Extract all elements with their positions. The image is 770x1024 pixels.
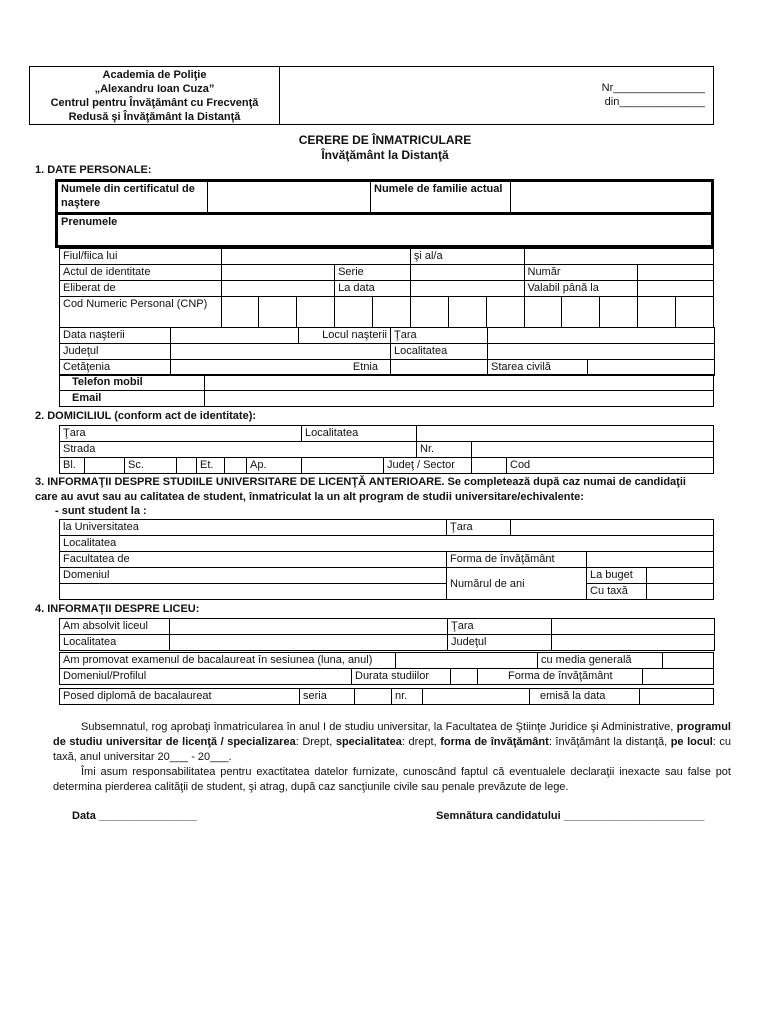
header-box <box>29 66 714 125</box>
bac-table <box>59 652 714 669</box>
diploma-nr-label: nr. <box>392 689 423 705</box>
district-label: Judeţ / Sector <box>384 458 472 474</box>
birth-place-label: Locul naşterii <box>299 328 391 344</box>
citizenship-label: Cetăţenia <box>60 360 171 376</box>
highschool-locality-input[interactable] <box>170 635 448 651</box>
declaration-text: : drept, <box>401 736 441 748</box>
registration-number: Nr_______________ <box>601 82 705 94</box>
email-input[interactable] <box>205 391 714 407</box>
floor-input[interactable] <box>225 458 247 474</box>
names-table <box>55 179 714 248</box>
page-subtitle: Învăţământ la Distanţă <box>321 148 449 162</box>
faculty-label: Facultatea de <box>63 553 130 565</box>
highschool-locality-label: Localitatea <box>60 635 170 651</box>
cnp-digit[interactable] <box>638 297 676 328</box>
average-input[interactable] <box>663 653 714 669</box>
postal-code-label: Cod <box>510 459 531 471</box>
marital-status-label: Starea civilă <box>488 360 588 376</box>
birth-name-label: Numele din certificatul de naştere <box>57 181 208 214</box>
diploma-nr-input[interactable] <box>423 689 530 705</box>
county-input[interactable] <box>171 344 391 360</box>
bac-session-input[interactable] <box>396 653 538 669</box>
registration-date: din______________ <box>604 96 705 108</box>
birth-name-input[interactable] <box>208 181 371 214</box>
institution-line: Centrul pentru Învăţământ cu Frecvenţă <box>50 97 259 109</box>
declaration-text: : Drept, <box>295 736 336 748</box>
hs-form-input[interactable] <box>643 669 714 685</box>
birth-date-input[interactable] <box>171 328 299 344</box>
cnp-digit[interactable] <box>562 297 600 328</box>
issue-date-input[interactable] <box>410 281 524 297</box>
cnp-digit[interactable] <box>600 297 638 328</box>
county-label: Judeţul <box>60 344 171 360</box>
cnp-digit[interactable] <box>410 297 448 328</box>
valid-until-input[interactable] <box>638 281 714 297</box>
id-doc-input[interactable] <box>221 265 335 281</box>
block-label: Bl. <box>60 458 85 474</box>
ethnicity-label: Etnia <box>171 360 391 376</box>
cnp-digit[interactable] <box>335 297 373 328</box>
section-3-title-cont: care au avut sau au calitatea de student, înmatriculat la un alt program de studii universitare/echivalente: <box>35 491 584 503</box>
budget-checkbox[interactable] <box>647 568 714 584</box>
declaration-place: pe locul <box>670 736 713 748</box>
university-country-label: Ţara <box>447 520 511 536</box>
university-label: la Universitatea <box>63 521 139 533</box>
birth-table <box>59 327 715 376</box>
declaration <box>53 720 731 795</box>
declaration-paragraph <box>53 720 731 765</box>
cnp-digit[interactable] <box>524 297 562 328</box>
issued-by-input[interactable] <box>221 281 335 297</box>
floor-label: Et. <box>197 458 225 474</box>
cnp-digit[interactable] <box>675 297 713 328</box>
cnp-digit[interactable] <box>221 297 259 328</box>
address-country-label: Ţara <box>63 427 86 439</box>
fee-option[interactable]: Cu taxă <box>587 584 647 600</box>
street-label: Strada <box>63 443 96 455</box>
highschool-table <box>59 618 715 651</box>
section-4-title: 4. INFORMAŢII DESPRE LICEU: <box>35 603 200 615</box>
highschool-county-label: Judeţul <box>448 635 552 651</box>
birth-country-input[interactable] <box>488 328 715 344</box>
diploma-series-input[interactable] <box>355 689 392 705</box>
hs-form-label: Forma de învăţământ <box>478 669 643 685</box>
address-country-field[interactable] <box>60 426 302 442</box>
cnp-digit[interactable] <box>486 297 524 328</box>
institution-line: Redusă şi Învăţământ la Distanţă <box>68 111 241 123</box>
average-label: cu media generală <box>538 653 663 669</box>
cnp-digit[interactable] <box>448 297 486 328</box>
family-name-label: Numele de familie actual <box>371 181 511 214</box>
fee-checkbox[interactable] <box>647 584 714 600</box>
valid-until-label: Valabil până la <box>524 281 638 297</box>
street-field[interactable] <box>60 442 417 458</box>
diploma-table <box>59 688 714 705</box>
declaration-form: forma de învăţământ <box>440 736 549 748</box>
candidate-signature-field[interactable]: Semnătura candidatului _______________________ <box>436 810 705 822</box>
institution-block <box>30 67 280 125</box>
family-name-input[interactable] <box>511 181 713 214</box>
section-3-subtitle: - sunt student la : <box>55 505 147 517</box>
block-input[interactable] <box>85 458 125 474</box>
stair-input[interactable] <box>177 458 197 474</box>
institution-line: Academia de Poliţie <box>102 69 207 81</box>
responsibility-paragraph: Îmi asum responsabilitatea pentru exactitatea datelor furnizate, cunoscând faptul că eventualele declaraţii inexacte sau false pot determina pierderea calităţii de student, şi atrag, după caz sancţiunile civile sau penale prevăzute de lege. <box>53 766 731 793</box>
profile-table <box>59 668 714 685</box>
series-input[interactable] <box>410 265 524 281</box>
university-country-input[interactable] <box>511 520 714 536</box>
phone-label: Telefon mobil <box>60 375 205 391</box>
domain-input[interactable] <box>60 584 447 600</box>
profile-field[interactable] <box>60 669 352 685</box>
locality-input[interactable] <box>488 344 715 360</box>
mother-input[interactable] <box>524 249 714 265</box>
address-table <box>59 425 714 474</box>
domain-label: Domeniul <box>63 569 110 581</box>
cnp-digit[interactable] <box>297 297 335 328</box>
street-nr-label: Nr. <box>417 442 472 458</box>
cnp-digit[interactable] <box>372 297 410 328</box>
diploma-date-input[interactable] <box>640 689 714 705</box>
years-label: Numărul de ani <box>447 568 587 600</box>
profile-label: Domeniul/Profilul <box>63 670 147 682</box>
section-3-title: 3. INFORMAŢII DESPRE STUDIILE UNIVERSITARE DE LICENŢĂ ANTERIOARE. Se completează după caz numai de candidaţii <box>35 476 686 488</box>
number-label: Număr <box>524 265 638 281</box>
diploma-series-label: seria <box>300 689 355 705</box>
father-input[interactable] <box>221 249 410 265</box>
personal-data-table <box>59 248 714 328</box>
cnp-label: Cod Numeric Personal (CNP) <box>60 297 222 328</box>
district-input[interactable] <box>472 458 507 474</box>
highschool-country-label: Ţara <box>448 619 552 635</box>
bac-session-label: Am promovat examenul de bacalaureat în sesiunea (luna, anul) <box>60 653 396 669</box>
page-title: CERERE DE ÎNMATRICULARE <box>298 133 472 147</box>
highschool-label: Am absolvit liceul <box>60 619 170 635</box>
section-1-title: 1. DATE PERSONALE: <box>35 164 152 176</box>
email-label: Email <box>60 391 205 407</box>
university-locality-field[interactable] <box>60 536 714 552</box>
faculty-field[interactable] <box>60 552 447 568</box>
birth-date-label: Data naşterii <box>60 328 171 344</box>
mother-label: şi al/a <box>410 249 524 265</box>
apartment-label: Ap. <box>247 458 302 474</box>
diploma-date-label: emisă la data <box>530 689 640 705</box>
declaration-text: Subsemnatul, rog aprobaţi înmatricularea în anul I de studiu universitar, la Facultatea de Ştiinţe Juridice şi Administrative, <box>81 721 677 733</box>
declaration-specialty: specialitatea <box>335 736 402 748</box>
first-name-label: Prenumele <box>61 216 118 228</box>
postal-code-field[interactable] <box>507 458 714 474</box>
address-locality-input[interactable] <box>417 426 714 442</box>
highschool-country-input[interactable] <box>552 619 715 635</box>
date-signature-field[interactable]: Data ________________ <box>72 810 197 822</box>
issue-date-label: La data <box>335 281 411 297</box>
stair-label: Sc. <box>125 458 177 474</box>
declaration-text: : cu taxă, anul universitar 20___ - 20___. <box>53 736 732 763</box>
registration-block <box>280 67 714 125</box>
budget-option[interactable]: La buget <box>587 568 647 584</box>
declaration-text: : învăţământ la distanţă, <box>548 736 671 748</box>
study-form-input[interactable] <box>587 552 714 568</box>
cnp-digit[interactable] <box>259 297 297 328</box>
father-label: Fiul/fiica lui <box>60 249 222 265</box>
number-input[interactable] <box>638 265 714 281</box>
domain-field[interactable] <box>60 568 447 584</box>
institution-line: „Alexandru Ioan Cuza” <box>94 83 215 95</box>
diploma-label: Posed diplomă de bacalaureat <box>60 689 300 705</box>
highschool-input[interactable] <box>170 619 448 635</box>
id-doc-label: Actul de identitate <box>60 265 222 281</box>
study-form-label: Forma de învăţământ <box>447 552 587 568</box>
address-locality-label: Localitatea <box>302 426 417 442</box>
highschool-county-input[interactable] <box>552 635 715 651</box>
issued-by-label: Eliberat de <box>60 281 222 297</box>
first-name-field[interactable] <box>57 214 713 247</box>
street-nr-input[interactable] <box>472 442 714 458</box>
university-field[interactable] <box>60 520 447 536</box>
birth-country-label: Ţara <box>391 328 488 344</box>
contact-table <box>59 374 714 407</box>
apartment-input[interactable] <box>302 458 384 474</box>
declaration-program: programul de studiu universitar de licenţă / specializarea <box>53 721 731 748</box>
section-2-title: 2. DOMICILIUL (conform act de identitate): <box>35 410 257 422</box>
series-label: Serie <box>335 265 411 281</box>
university-locality-label: Localitatea <box>63 537 117 549</box>
university-table <box>59 519 714 600</box>
locality-label: Localitatea <box>391 344 488 360</box>
duration-input[interactable] <box>451 669 478 685</box>
duration-label: Durata studiilor <box>352 669 451 685</box>
phone-input[interactable] <box>205 375 714 391</box>
